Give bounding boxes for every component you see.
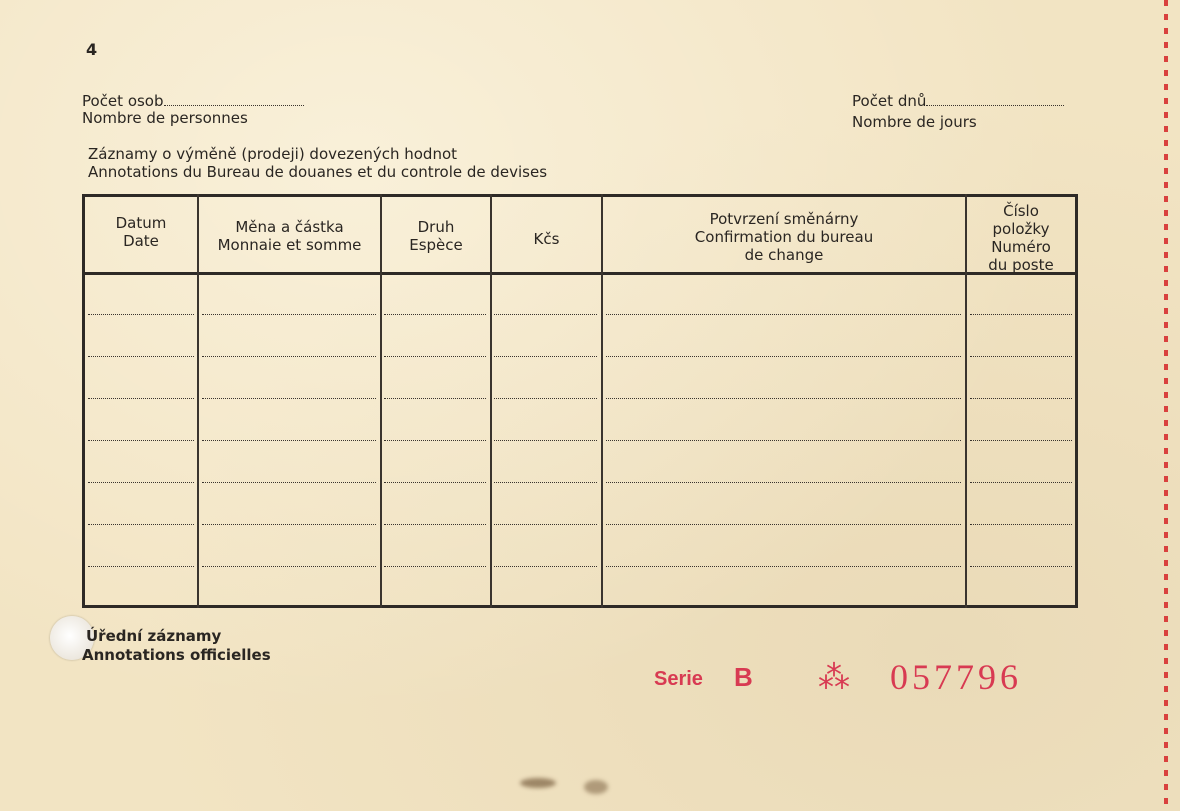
persons-dotted-line bbox=[164, 93, 304, 106]
header-kcs bbox=[492, 230, 601, 248]
table-cell-entry-line[interactable] bbox=[202, 398, 376, 399]
days-label-fr: Nombre de jours bbox=[852, 113, 977, 131]
table-cell-entry-line[interactable] bbox=[606, 482, 961, 483]
table-cell-entry-line[interactable] bbox=[494, 356, 597, 357]
serie-letter: B bbox=[734, 662, 753, 692]
stain-mark bbox=[584, 780, 608, 794]
header-currency bbox=[199, 218, 380, 254]
table-top-border bbox=[82, 194, 1078, 197]
header-confirmation-cz: Potvrzení směnárny bbox=[709, 210, 859, 228]
table-cell-entry-line[interactable] bbox=[88, 440, 194, 441]
header-confirmation-fr2: de change bbox=[744, 246, 824, 264]
table-cell-entry-line[interactable] bbox=[202, 482, 376, 483]
table-cell-entry-line[interactable] bbox=[494, 566, 597, 567]
table-cell-entry-line[interactable] bbox=[384, 356, 486, 357]
table-cell-entry-line[interactable] bbox=[970, 440, 1072, 441]
header-datum-fr: Date bbox=[123, 232, 159, 250]
header-kind-cz: Druh bbox=[417, 218, 455, 236]
table-left-border bbox=[82, 194, 85, 608]
table-cell-entry-line[interactable] bbox=[202, 524, 376, 525]
serie-ornament-icon: ⁂ bbox=[818, 658, 850, 696]
table-bottom-border bbox=[82, 605, 1078, 608]
header-item-fr2: du poste bbox=[988, 256, 1054, 274]
table-cell-entry-line[interactable] bbox=[384, 314, 486, 315]
days-field[interactable] bbox=[852, 93, 1064, 110]
days-dotted-line bbox=[926, 93, 1064, 106]
table-cell-entry-line[interactable] bbox=[88, 524, 194, 525]
table-cell-entry-line[interactable] bbox=[494, 524, 597, 525]
table-cell-entry-line[interactable] bbox=[202, 356, 376, 357]
table-cell-entry-line[interactable] bbox=[970, 566, 1072, 567]
table-cell-entry-line[interactable] bbox=[606, 356, 961, 357]
official-label-fr: Annotations officielles bbox=[82, 646, 271, 664]
table-cell-entry-line[interactable] bbox=[88, 398, 194, 399]
table-cell-entry-line[interactable] bbox=[970, 524, 1072, 525]
column-divider bbox=[490, 194, 492, 608]
table-cell-entry-line[interactable] bbox=[88, 566, 194, 567]
table-cell-entry-line[interactable] bbox=[494, 314, 597, 315]
table-cell-entry-line[interactable] bbox=[970, 398, 1072, 399]
table-cell-entry-line[interactable] bbox=[606, 314, 961, 315]
column-divider bbox=[380, 194, 382, 608]
page-number: 4 bbox=[86, 40, 98, 59]
table-cell-entry-line[interactable] bbox=[88, 356, 194, 357]
table-cell-entry-line[interactable] bbox=[384, 482, 486, 483]
stain-mark bbox=[520, 778, 556, 788]
table-cell-entry-line[interactable] bbox=[202, 566, 376, 567]
table-cell-entry-line[interactable] bbox=[88, 482, 194, 483]
header-currency-fr: Monnaie et somme bbox=[217, 236, 362, 254]
serie-number: 057796 bbox=[890, 657, 1022, 697]
column-divider bbox=[197, 194, 199, 608]
table-cell-entry-line[interactable] bbox=[494, 440, 597, 441]
header-item-cz1: Číslo bbox=[1003, 202, 1039, 220]
persons-label-cz: Počet osob bbox=[82, 92, 164, 110]
table-cell-entry-line[interactable] bbox=[970, 482, 1072, 483]
table-right-border bbox=[1075, 194, 1078, 608]
table-cell-entry-line[interactable] bbox=[202, 314, 376, 315]
days-label-cz: Počet dnů bbox=[852, 92, 927, 110]
table-cell-entry-line[interactable] bbox=[606, 524, 961, 525]
section-title-fr: Annotations du Bureau de douanes et du controle de devises bbox=[88, 163, 548, 181]
table-cell-entry-line[interactable] bbox=[384, 566, 486, 567]
exchange-table bbox=[82, 194, 1078, 608]
table-cell-entry-line[interactable] bbox=[494, 398, 597, 399]
header-confirmation-fr1: Confirmation du bureau bbox=[694, 228, 874, 246]
persons-label-fr: Nombre de personnes bbox=[82, 109, 248, 127]
header-item-cz2: položky bbox=[992, 220, 1050, 238]
table-cell-entry-line[interactable] bbox=[970, 314, 1072, 315]
table-cell-entry-line[interactable] bbox=[202, 440, 376, 441]
header-item-number bbox=[967, 202, 1075, 274]
table-cell-entry-line[interactable] bbox=[384, 440, 486, 441]
serie-label: Serie bbox=[654, 668, 703, 690]
official-label-cz: Úřední záznamy bbox=[86, 627, 222, 645]
header-item-fr1: Numéro bbox=[991, 238, 1051, 256]
header-kind bbox=[382, 218, 490, 254]
header-datum-cz: Datum bbox=[115, 214, 167, 232]
table-cell-entry-line[interactable] bbox=[606, 398, 961, 399]
table-cell-entry-line[interactable] bbox=[970, 356, 1072, 357]
table-cell-entry-line[interactable] bbox=[494, 482, 597, 483]
header-separator bbox=[82, 272, 1078, 275]
header-kcs-label: Kčs bbox=[533, 230, 560, 248]
section-title-cz: Záznamy o výměně (prodeji) dovezených hodnot bbox=[88, 145, 458, 163]
persons-field[interactable] bbox=[82, 93, 304, 110]
table-cell-entry-line[interactable] bbox=[384, 398, 486, 399]
header-kind-fr: Espèce bbox=[409, 236, 463, 254]
table-cell-entry-line[interactable] bbox=[384, 524, 486, 525]
header-confirmation bbox=[603, 210, 965, 264]
header-datum bbox=[85, 214, 197, 250]
table-cell-entry-line[interactable] bbox=[606, 440, 961, 441]
table-cell-entry-line[interactable] bbox=[88, 314, 194, 315]
header-currency-cz: Měna a částka bbox=[235, 218, 344, 236]
perforation-line bbox=[1164, 0, 1168, 811]
table-cell-entry-line[interactable] bbox=[606, 566, 961, 567]
